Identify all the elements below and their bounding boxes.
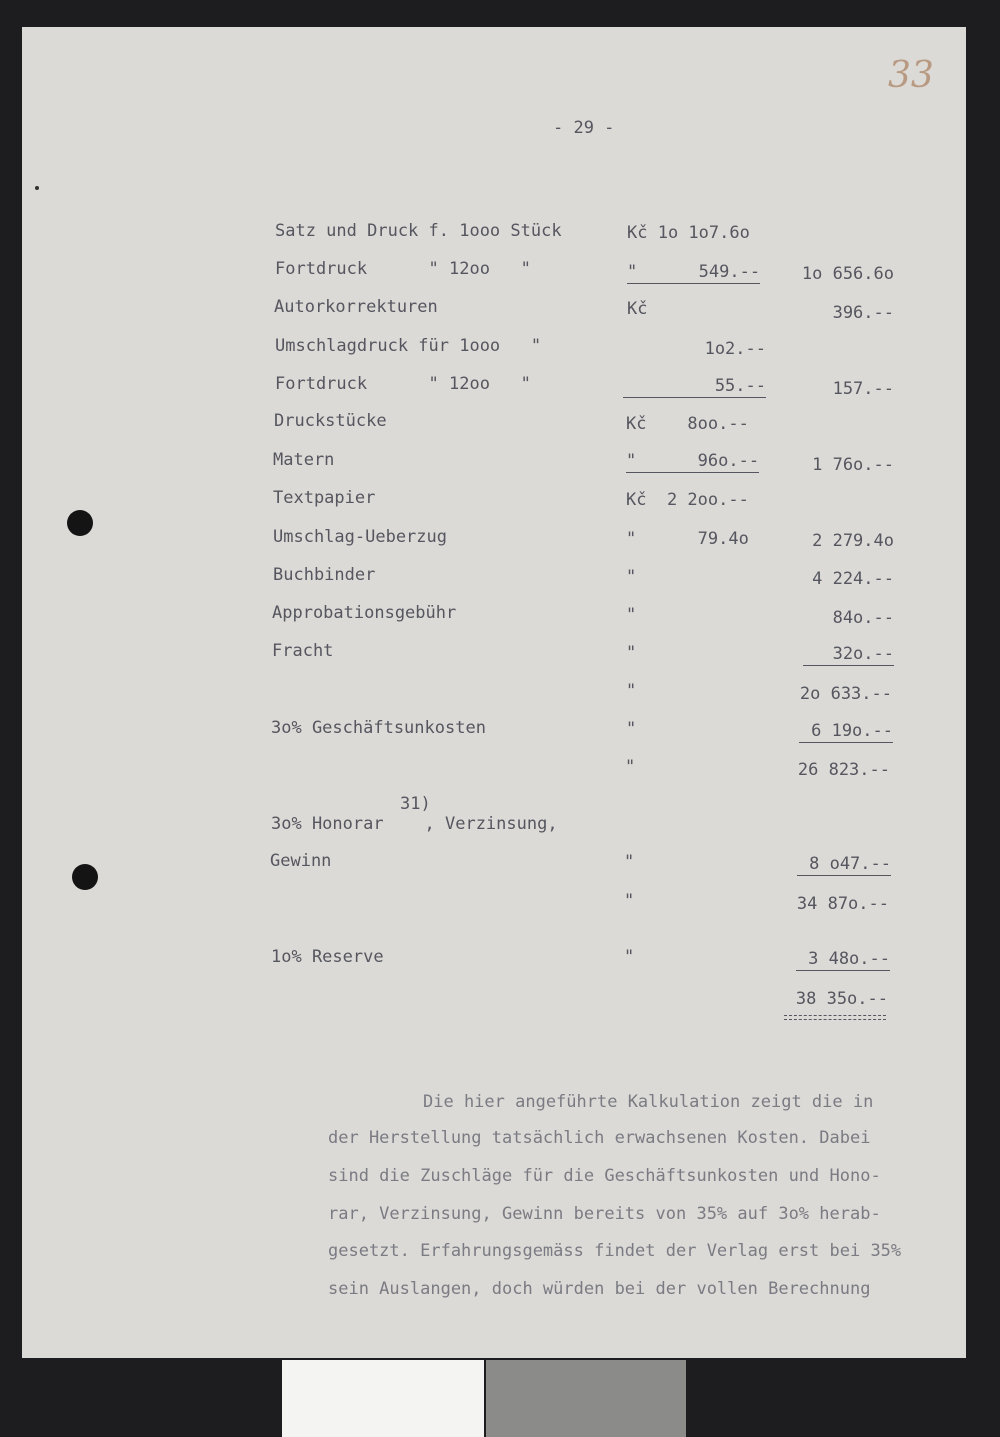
row-col2: 3 48o.-- [796,951,890,971]
row-label: Umschlag-Ueberzug [273,527,447,547]
row-label: 3o% Geschäftsunkosten [271,718,486,738]
margin-mark [35,186,39,190]
row-label: Gewinn [270,851,332,871]
row-col1: " 549.-- [627,262,761,282]
row-col2: 8 o47.-- [797,856,891,876]
row-col2: 157.-- [832,379,894,399]
row-label: Satz und Druck f. 1ooo Stück [275,221,562,241]
row-col1: " [626,605,637,625]
row-col2: 38 35o.-- [795,989,888,1009]
row-col1: Kč 1o 1o7.6o [627,223,750,243]
row-col1: " 96o.-- [626,451,760,471]
paragraph-line: sein Auslangen, doch würden bei der vollen Berechnung [328,1279,871,1299]
row-label: Fracht [272,641,334,661]
row-col2: 1o 656.6o [801,264,894,284]
row-col1: " 79.4o [626,529,749,549]
footnote-ref: 31) [400,794,431,814]
row-label: Buchbinder [273,565,376,585]
punch-hole-top [67,510,93,536]
row-col2: 2 279.4o [812,531,894,551]
row-col1: " [626,719,637,739]
paragraph-line: sind die Zuschläge für die Geschäftsunkosten und Hono- [328,1166,881,1186]
row-col1: Kč 8oo.-- [626,414,749,434]
row-col1: " [624,891,635,911]
folio-number: 33 [888,55,934,96]
row-label: Autorkorrekturen [274,297,438,317]
row-col1: Kč 2 2oo.-- [626,490,749,510]
row-col2: 4 224.-- [812,569,894,589]
row-label: Fortdruck " 12oo " [275,259,531,279]
row-col2: 34 87o.-- [796,894,889,914]
row-col1: " [624,852,635,872]
row-label: Druckstücke [274,411,387,431]
row-col1: 55.-- [623,378,766,398]
calibration-strip-white [282,1360,484,1437]
row-col2: 84o.-- [832,608,894,628]
row-col1: " [625,757,636,777]
row-col2: 26 823.-- [797,760,890,780]
row-col1: 1o2.-- [704,339,766,359]
page-number: - 29 - [553,118,615,138]
row-col1: " [626,567,637,587]
row-col1: " [626,643,637,663]
row-col2: 32o.-- [803,646,894,666]
punch-hole-bottom [72,864,98,890]
row-label: Approbationsgebühr [272,603,457,623]
double-underline [784,1015,886,1020]
row-label: Textpapier [273,488,376,508]
row-label: Umschlagdruck für 1ooo " [275,336,542,356]
row-col2: 396.-- [832,303,894,323]
row-label: 1o% Reserve [271,947,384,967]
calibration-strip-gray [486,1360,686,1437]
row-label: Matern [273,450,335,470]
row-col1: Kč [627,299,648,319]
paragraph-line: Die hier angeführte Kalkulation zeigt die in [423,1092,874,1112]
row-label: Fortdruck " 12oo " [275,374,531,394]
row-col2: 6 19o.-- [799,723,893,743]
row-col1: " [626,681,637,701]
paragraph-line: der Herstellung tatsächlich erwachsenen Kosten. Dabei [328,1128,871,1148]
row-col1: " [624,947,635,967]
row-label: 3o% Honorar , Verzinsung, [271,814,558,834]
paragraph-line: gesetzt. Erfahrungsgemäss findet der Verlag erst bei 35% [328,1241,902,1261]
row-col2: 2o 633.-- [799,684,892,704]
row-col2: 1 76o.-- [812,455,894,475]
paragraph-line: rar, Verzinsung, Gewinn bereits von 35% auf 3o% herab- [328,1204,881,1224]
